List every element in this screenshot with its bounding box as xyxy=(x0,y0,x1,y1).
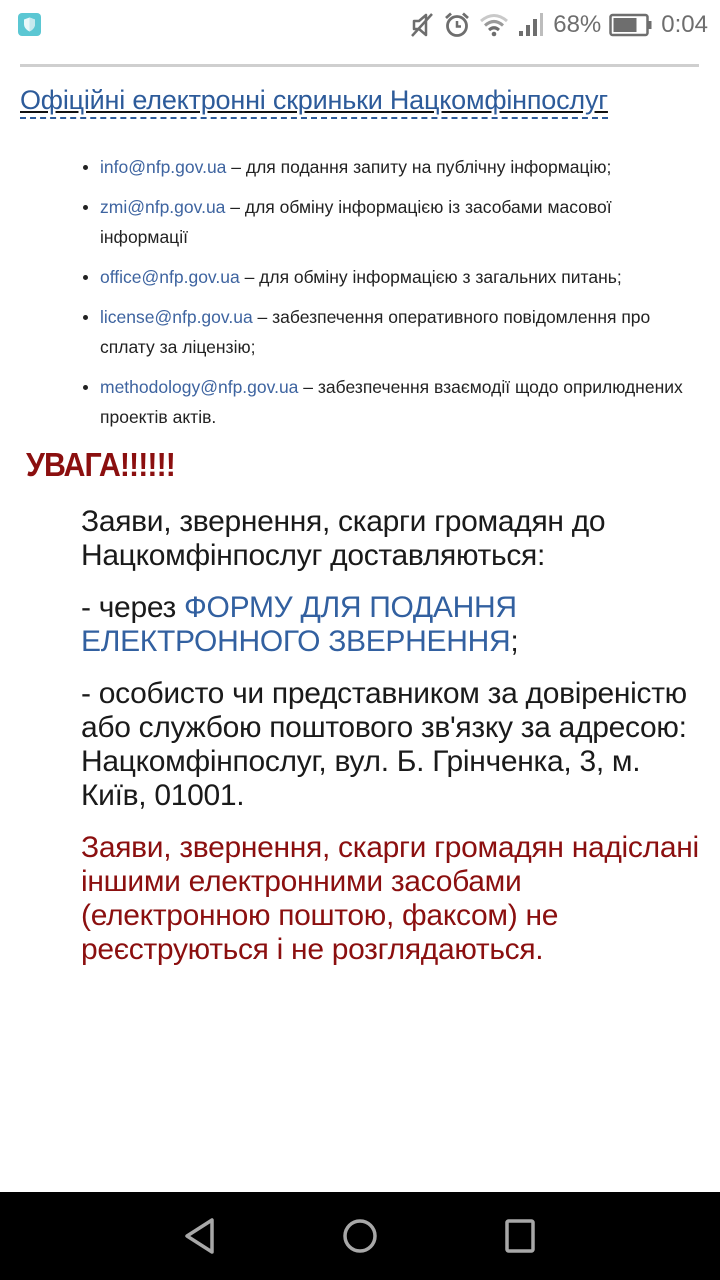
back-button[interactable] xyxy=(178,1214,222,1258)
back-icon xyxy=(182,1216,218,1256)
alarm-icon xyxy=(443,11,471,39)
email-description: – забезпечення взаємодії щодо оприлюднених проектів актів. xyxy=(100,377,683,427)
email-description: – забезпечення оперативного повідомлення про сплату за ліцензію; xyxy=(100,307,651,357)
warning-heading: УВАГА!!!!!! xyxy=(26,446,175,483)
list-item xyxy=(80,192,700,252)
list-item xyxy=(80,262,700,292)
notice-intro: Заяви, звернення, скарги громадян до Нацкомфінпослуг доставляються: xyxy=(81,505,606,572)
official-mailboxes-link[interactable] xyxy=(20,83,608,119)
email-list xyxy=(80,152,700,442)
status-bar xyxy=(0,0,720,50)
list-item xyxy=(80,372,700,432)
divider xyxy=(20,64,699,67)
signal-icon xyxy=(517,12,545,38)
email-link-zmi[interactable]: zmi@nfp.gov.ua xyxy=(100,197,226,217)
wifi-icon xyxy=(479,13,509,37)
home-button[interactable] xyxy=(338,1214,382,1258)
email-description: – для подання запиту на публічну інформацію; xyxy=(226,157,612,177)
list-item xyxy=(80,152,700,182)
email-link-license[interactable]: license@nfp.gov.ua xyxy=(100,307,253,327)
email-link-office[interactable]: office@nfp.gov.ua xyxy=(100,267,240,287)
via-prefix: - через xyxy=(81,591,185,624)
web-page-content[interactable] xyxy=(0,50,720,1192)
shield-icon xyxy=(18,13,41,36)
email-link-info[interactable]: info@nfp.gov.ua xyxy=(100,157,227,177)
electronic-appeal-form-link[interactable]: ФОРМУ ДЛЯ ПОДАННЯ ЕЛЕКТРОННОГО ЗВЕРНЕННЯ xyxy=(81,591,517,658)
notice-block xyxy=(81,505,711,985)
list-item xyxy=(80,302,700,362)
notice-in-person: - особисто чи представником за довіреністю або службою поштового зв'язку за адресою: Нацкомфінпослуг, вул. Б. Грінченка, 3, м. Київ, 01001. xyxy=(81,677,687,812)
battery-icon xyxy=(609,13,653,37)
notification-area xyxy=(18,13,41,36)
notice-via-form xyxy=(81,591,711,659)
notice-warning-note: Заяви, звернення, скарги громадян надіслані іншими електронними засобами (електронною поштою, факсом) не реєструються і не розглядаються. xyxy=(81,831,699,966)
recent-apps-icon xyxy=(502,1216,538,1256)
navigation-bar xyxy=(0,1192,720,1280)
battery-percent: 68% xyxy=(553,11,602,38)
home-icon xyxy=(340,1216,380,1256)
via-suffix: ; xyxy=(510,625,519,658)
email-link-methodology[interactable]: methodology@nfp.gov.ua xyxy=(100,377,299,397)
recent-apps-button[interactable] xyxy=(498,1214,542,1258)
clock: 0:04 xyxy=(661,11,708,38)
official-mailboxes-title: Офіційні електронні скриньки Нацкомфінпослуг xyxy=(20,85,608,115)
system-icons xyxy=(409,8,708,42)
mute-icon xyxy=(409,11,435,39)
email-description: – для обміну інформацією із засобами масової інформації xyxy=(100,197,612,247)
email-description: – для обміну інформацією з загальних питань; xyxy=(239,267,622,287)
